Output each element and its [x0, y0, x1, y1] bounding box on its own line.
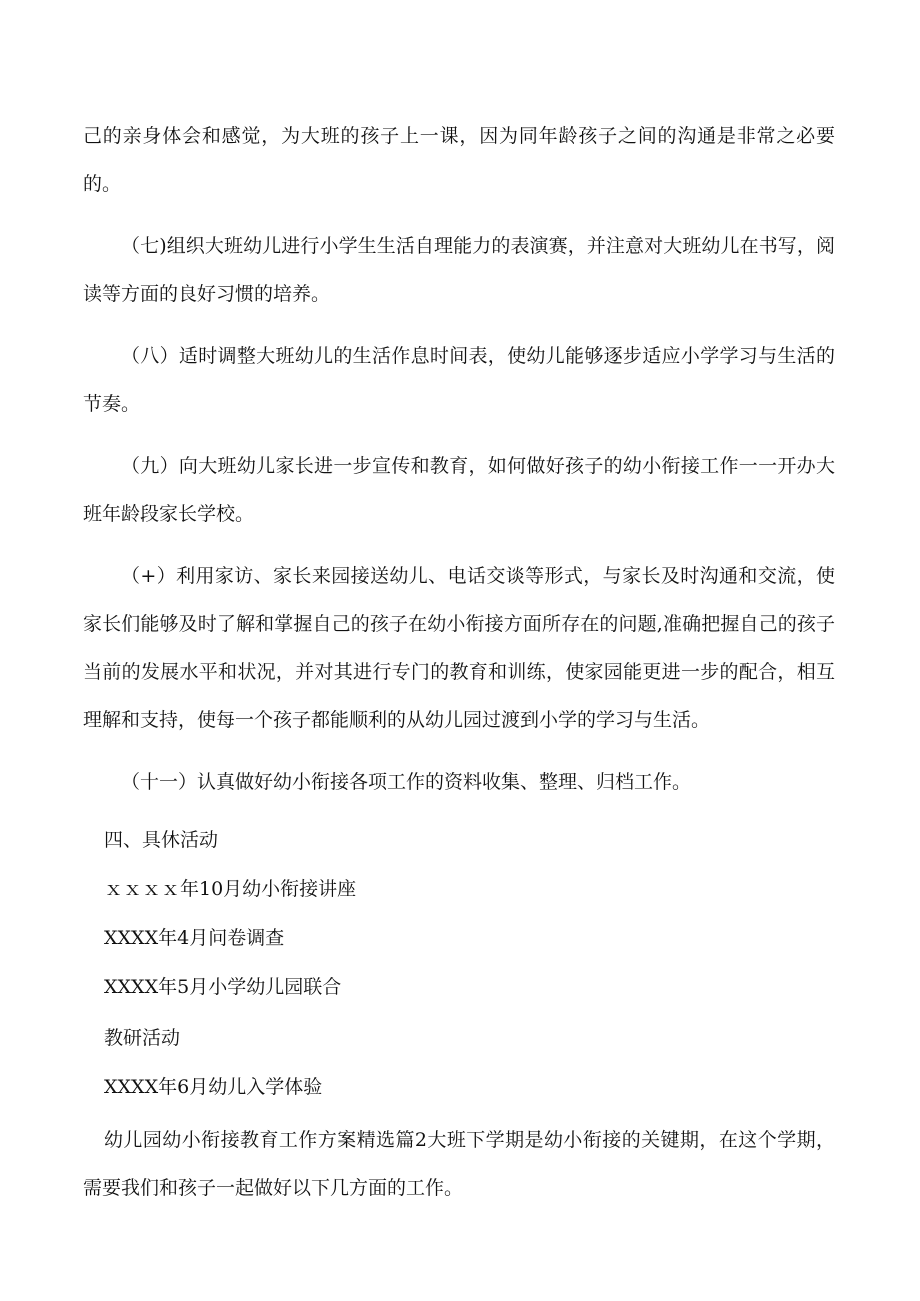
paragraph-item-8: （八）适时调整大班幼儿的生活作息时间表，使幼儿能够逐步适应小学学习与生活的节奏。: [83, 345, 835, 415]
paragraph-item-10: （+）利用家访、家长来园接送幼儿、电话交谈等形式，与家长及时沟通和交流，使家长们能够及时了解和掌握自己的孩子在幼小衔接方面所存在的问题,准确把握自己的孩子当前的发展水平和状况，并对其进行专门的教育和训练，使家园能更进一步的配合，相互理解和支持，使每一个孩子都能顺利的从幼儿园过渡到小学的学习与生活。: [83, 565, 835, 731]
paragraph-item-9: （九）向大班幼儿家长进一步宣传和教育，如何做好孩子的幼小衔接工作一一开办大班年龄段家长学校。: [83, 455, 835, 525]
closing-paragraph: 幼儿园幼小衔接教育工作方案精选篇2大班下学期是幼小衔接的关键期，在这个学期，需要我们和孩子一起做好以下几方面的工作。: [83, 1129, 835, 1199]
activity-item: XXXX年6月幼儿入学体验: [104, 1076, 323, 1098]
activity-item: XXXX年4月问卷调查: [104, 927, 285, 949]
document-body: [83, 112, 835, 1226]
activity-item: XXXX年5月小学幼儿园联合: [104, 976, 342, 998]
section-heading: 四、具休活动: [104, 829, 219, 851]
activity-item: 教研活动: [104, 1027, 181, 1049]
activity-item: ｘｘｘｘ年10月幼小衔接讲座: [104, 878, 357, 900]
paragraph-item-7: （七)组织大班幼儿进行小学生生活自理能力的表演赛，并注意对大班幼儿在书写，阅读等方面的良好习惯的培养。: [83, 235, 835, 305]
paragraph-continuation: 己的亲身体会和感觉，为大班的孩子上一课，因为同年龄孩子之间的沟通是非常之必要的。: [83, 125, 835, 195]
paragraph-item-11: （十一）认真做好幼小衔接各项工作的资料收集、整理、归档工作。: [121, 771, 692, 793]
